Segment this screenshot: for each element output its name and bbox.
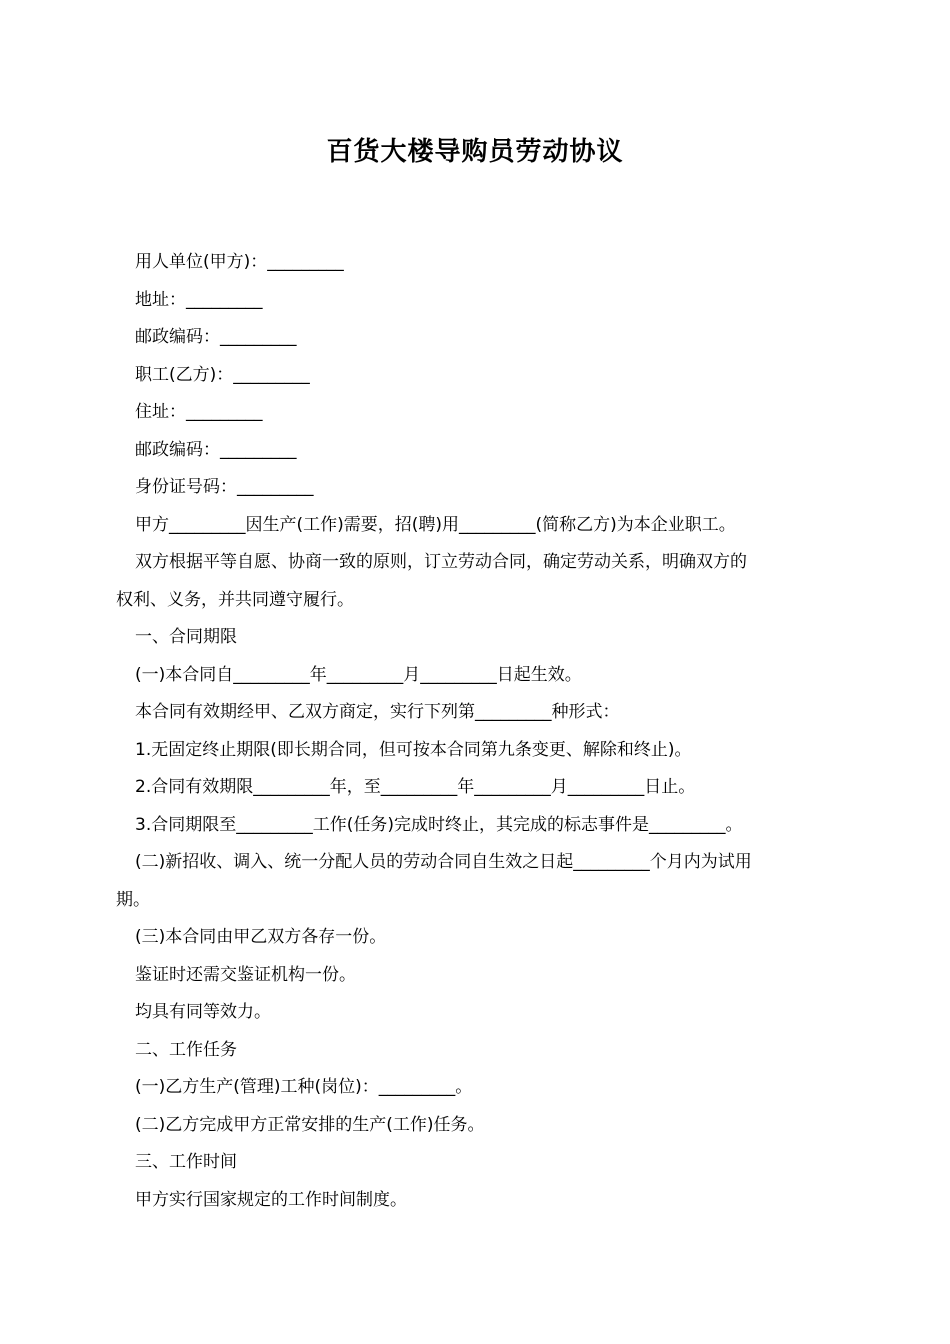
section-heading-work-hours: 三、工作时间: [135, 1152, 237, 1172]
employer-postcode-line: 邮政编码：_________: [135, 327, 297, 347]
employer-line: 用人单位(甲方)：_________: [135, 252, 344, 272]
clause-work-hours: 甲方实行国家规定的工作时间制度。: [135, 1189, 407, 1210]
hiring-statement: 甲方_________因生产(工作)需要，招(聘)用_________(简称乙方)为本企业职工。: [135, 514, 736, 535]
document-body: [116, 244, 838, 1219]
clause-equal-validity: 均具有同等效力。: [135, 1002, 271, 1022]
clause-probation: (二)新招收、调入、统一分配人员的劳动合同自生效之日起_________个月内为试用: [135, 852, 752, 872]
id-number-line: 身份证号码：_________: [135, 477, 314, 497]
clause-job-position: (一)乙方生产(管理)工种(岗位)：_________。: [135, 1077, 473, 1097]
clause-verification-copy: 鉴证时还需交鉴证机构一份。: [135, 964, 356, 985]
clause-copies: (三)本合同由甲乙双方各存一份。: [135, 927, 387, 947]
section-heading-contract-term: 一、合同期限: [135, 627, 237, 647]
employee-address-line: 住址：_________: [135, 402, 263, 422]
section-heading-work-tasks: 二、工作任务: [135, 1039, 237, 1060]
term-option-1: 1.无固定终止期限(即长期合同，但可按本合同第九条变更、解除和终止)。: [135, 739, 692, 760]
document-title: 百货大楼导购员劳动协议: [326, 137, 624, 167]
clause-task-completion: (二)乙方完成甲方正常安排的生产(工作)任务。: [135, 1114, 485, 1135]
term-option-2: 2.合同有效期限_________年，至_________年_________月_________日止。: [135, 777, 696, 797]
clause-probation-continued: 期。: [116, 889, 150, 910]
principle-statement-continued: 权利、义务，并共同遵守履行。: [116, 589, 354, 610]
employer-address-line: 地址：_________: [135, 289, 263, 310]
employee-postcode-line: 邮政编码：_________: [135, 439, 297, 460]
employee-line: 职工(乙方)：_________: [135, 364, 310, 385]
term-option-3: 3.合同期限至_________工作(任务)完成时终止，其完成的标志事件是_________。: [135, 814, 743, 835]
clause-effective-date: (一)本合同自_________年_________月_________日起生效。: [135, 664, 582, 685]
clause-term-form: 本合同有效期经甲、乙双方商定，实行下列第_________种形式：: [135, 702, 620, 722]
principle-statement: 双方根据平等自愿、协商一致的原则，订立劳动合同，确定劳动关系，明确双方的: [135, 552, 747, 572]
